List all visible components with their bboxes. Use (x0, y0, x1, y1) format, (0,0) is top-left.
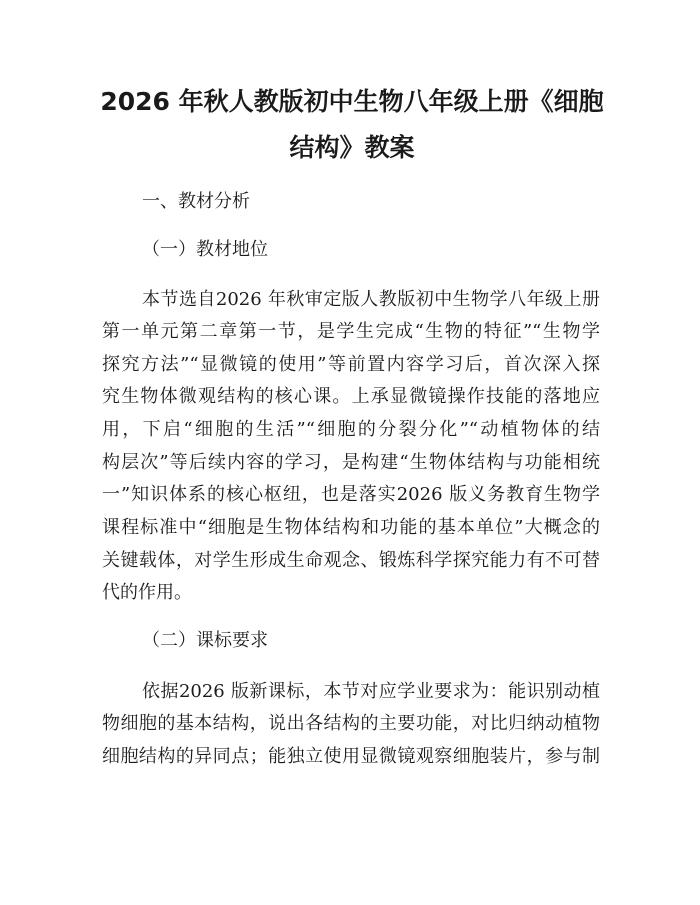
section-heading-textbook-analysis: 一、教材分析 (142, 191, 250, 212)
document-title-line-2: 结构》教案 (289, 133, 415, 162)
paragraph-line: 依据2026 版新课标，本节对应学业要求为：能识别动植 (142, 681, 600, 702)
paragraph-line: 代的作用。 (102, 582, 192, 603)
paragraph-line: 探究方法”“显微镜的使用”等前置内容学习后，首次深入探 (102, 354, 600, 375)
paragraph-line: 本节选自2026 年秋审定版人教版初中生物学八年级上册 (142, 289, 600, 310)
paragraph-line: 构层次”等后续内容的学习，是构建“生物体结构与功能相统 (102, 452, 600, 473)
subsection-heading-curriculum-requirements: （二）课标要求 (142, 630, 268, 651)
paragraph-line: 课程标准中“细胞是生物体结构和功能的基本单位”大概念的 (102, 517, 600, 538)
paragraph-line: 究生物体微观结构的核心课。上承显微镜操作技能的落地应 (102, 386, 600, 407)
paragraph-line: 物细胞的基本结构，说出各结构的主要功能，对比归纳动植物 (102, 713, 600, 734)
paragraph-line: 用，下启“细胞的生活”“细胞的分裂分化”“动植物体的结 (102, 419, 600, 440)
paragraph-line: 第一单元第二章第一节，是学生完成“生物的特征”“生物学 (102, 321, 600, 342)
paragraph-line: 关键载体，对学生形成生命观念、锻炼科学探究能力有不可替 (102, 550, 600, 571)
paragraph-line: 一”知识体系的核心枢纽，也是落实2026 版义务教育生物学 (102, 484, 600, 505)
document-title-line-1: 2026 年秋人教版初中生物八年级上册《细胞 (100, 87, 604, 116)
subsection-heading-textbook-position: （一）教材地位 (142, 239, 268, 260)
paragraph-line: 细胞结构的异同点；能独立使用显微镜观察细胞装片，参与制 (102, 746, 600, 767)
